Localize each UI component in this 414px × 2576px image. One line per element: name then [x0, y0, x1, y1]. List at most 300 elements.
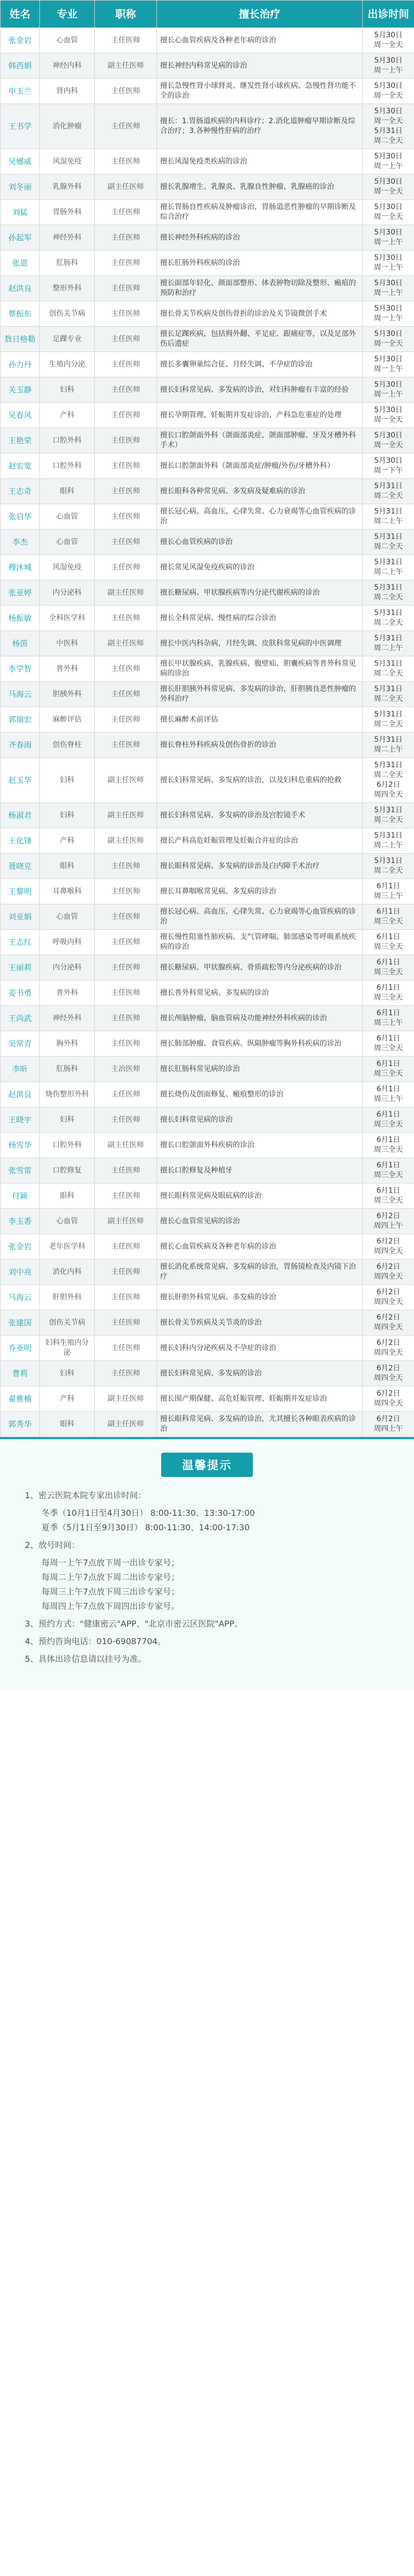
tip-hours: 1、密云医院本院专家出诊时间：	[25, 1490, 147, 1500]
department: 口腔修复	[40, 1158, 95, 1183]
department: 内分泌科	[40, 580, 95, 606]
table-row	[1, 1310, 414, 1336]
specialty: 擅长糖尿病、甲状腺疾病等内分泌代谢疾病的诊治	[157, 580, 363, 606]
clinic-time: 6月1日 周三全天	[363, 1031, 414, 1057]
clinic-time: 5月31日 周二上午	[363, 733, 414, 758]
doctor-name: 翟雅楠	[1, 1386, 40, 1412]
specialty: 擅长肝胆胰外科常见病、多发病的诊治，肝胆胰良恶性肿瘤的外科治疗	[157, 682, 363, 707]
doctor-name: 齐春雨	[1, 733, 40, 758]
doctor-title: 主任医师	[95, 352, 157, 377]
table-row	[1, 879, 414, 904]
specialty: 擅长足踝疾病，包括拇外翻、平足症、跟痛症等，以及足部外伤后遗症	[157, 327, 363, 352]
doctor-title: 主任医师	[95, 479, 157, 504]
clinic-time: 6月1日 周三全天	[363, 1107, 414, 1133]
doctor-name: 刘亚娟	[1, 904, 40, 930]
doctor-name: 王黎明	[1, 879, 40, 904]
clinic-time: 5月31日 周二全天	[363, 707, 414, 733]
doctor-title: 主任医师	[95, 327, 157, 352]
doctor-name: 赵玉华	[1, 758, 40, 803]
doctor-title: 主任医师	[95, 904, 157, 930]
department: 风湿免疫	[40, 555, 95, 580]
doctor-name: 王艳荣	[1, 428, 40, 453]
table-row	[1, 1107, 414, 1133]
doctor-name: 张恩	[1, 251, 40, 276]
specialty: 擅长眼科常见病、多发病的诊治及白内障手术治疗	[157, 854, 363, 879]
specialty: 擅长妇科常见病的诊治	[157, 1107, 363, 1133]
doctor-name: 乔亚明	[1, 1336, 40, 1361]
tip-mon: 每周一上午7点放下周一出诊专家号；	[41, 1558, 180, 1568]
table-row	[1, 930, 414, 955]
department: 乳腺外科	[40, 174, 95, 200]
clinic-time: 5月30日 周一上午	[363, 276, 414, 301]
department: 心血管	[40, 1209, 95, 1234]
specialty: 擅长产科高危妊娠管理及妊娠合并症的诊治	[157, 828, 363, 854]
doctor-name: 李学智	[1, 656, 40, 682]
specialty: 擅长心血管疾病的诊治	[157, 530, 363, 555]
doctor-title: 主任医师	[95, 377, 157, 403]
table-row	[1, 828, 414, 854]
doctor-name: 杨淑君	[1, 803, 40, 828]
doctor-title: 副主任医师	[95, 580, 157, 606]
doctor-name: 李杰	[1, 530, 40, 555]
specialty: 擅长妇科常见病、多发病的诊治，对妇科肿瘤有丰富的经验	[157, 377, 363, 403]
specialty: 擅长骨关节疾病及关节炎的诊治	[157, 1310, 363, 1336]
tip-booking: 3、预约方式："健康密云"APP、"北京市密云区医院"APP。	[25, 1619, 243, 1629]
department: 妇科	[40, 803, 95, 828]
department: 心血管	[40, 904, 95, 930]
specialty: 擅长围产期保健、高危妊娠管理、妊娠期并发症诊治	[157, 1386, 363, 1412]
table-row	[1, 352, 414, 377]
doctor-name: 张建国	[1, 1310, 40, 1336]
doctor-title: 主任医师	[95, 1234, 157, 1260]
department: 口腔外科	[40, 1133, 95, 1158]
doctor-name: 张亚婷	[1, 580, 40, 606]
table-row	[1, 955, 414, 980]
specialty: 擅长胃肠良性疾病及肿瘤诊治，胃肠道恶性肿瘤的早期诊断及综合治疗	[157, 200, 363, 225]
table-row	[1, 580, 414, 606]
department: 全科医学科	[40, 606, 95, 631]
header-time: 出诊时间	[363, 1, 414, 28]
specialty: 擅长脊柱外科疾病及创伤骨折的诊治	[157, 733, 363, 758]
doctor-name: 付颖	[1, 1183, 40, 1209]
doctor-name: 王尚武	[1, 1006, 40, 1031]
department: 眼科	[40, 479, 95, 504]
doctor-name: 王书学	[1, 104, 40, 149]
specialty: 擅长妇科常见病、多发病的诊治	[157, 1361, 363, 1386]
tip-note: 5、具体出诊信息请以挂号为准。	[25, 1654, 147, 1664]
doctor-name: 郭瑞宏	[1, 707, 40, 733]
doctor-title: 主任医师	[95, 656, 157, 682]
doctor-title: 主任医师	[95, 1183, 157, 1209]
doctor-title: 副主任医师	[95, 828, 157, 854]
doctor-title: 主任医师	[95, 606, 157, 631]
doctor-title: 主任医师	[95, 879, 157, 904]
tip-phone: 4、预约咨询电话：010-69087704。	[25, 1636, 166, 1646]
tip-tue: 每周二上午7点放下周二出诊专家号；	[41, 1572, 180, 1582]
header-department: 专业	[40, 1, 95, 28]
clinic-time: 5月31日 周二全天	[363, 606, 414, 631]
clinic-time: 5月31日 周二全天 6月2日 周四全天	[363, 758, 414, 803]
department: 创伤关节病	[40, 301, 95, 327]
tip-wed: 每周三上午7点放下周三出诊专家号；	[41, 1587, 180, 1597]
tip-release: 2、放号时间：	[25, 1540, 80, 1550]
doctor-name: 李昕	[1, 1057, 40, 1082]
doctor-name: 王志奇	[1, 479, 40, 504]
specialty: 擅长：1.胃肠道疾病的内科诊疗；2.消化道肿瘤早期诊断及综合治疗；3.各种慢性肝病的治疗	[157, 104, 363, 149]
clinic-time: 5月30日 周一全天	[363, 428, 414, 453]
department: 消化内科	[40, 1260, 95, 1285]
department: 肛肠科	[40, 1057, 95, 1082]
specialty: 擅长心血管疾病及各种老年病的诊治	[157, 28, 363, 53]
doctor-name: 孙力丹	[1, 352, 40, 377]
clinic-time: 6月1日 周三全天	[363, 980, 414, 1006]
specialty: 擅长冠心病、高血压、心律失常、心力衰竭等心血管疾病的诊治	[157, 904, 363, 930]
doctor-title: 副主任医师	[95, 803, 157, 828]
department: 心血管	[40, 530, 95, 555]
specialty: 擅长多囊卵巢综合征、月经失调、不孕症的诊治	[157, 352, 363, 377]
specialty: 擅长口腔颌面外科疾病的诊治	[157, 1133, 363, 1158]
doctor-title: 主任医师	[95, 251, 157, 276]
table-row	[1, 200, 414, 225]
clinic-time: 5月30日 周一全天	[363, 28, 414, 53]
specialty: 擅长骨关节疾病及创伤骨折的诊治及关节镜微创手术	[157, 301, 363, 327]
doctor-name: 张金岩	[1, 1234, 40, 1260]
table-row	[1, 377, 414, 403]
specialty: 擅长糖尿病、甲状腺疾病、骨质疏松等内分泌疾病的诊治	[157, 955, 363, 980]
specialty: 擅长耳鼻咽喉常见病、多发病的诊治	[157, 879, 363, 904]
doctor-title: 主任医师	[95, 1285, 157, 1310]
doctor-name: 敖日格勒	[1, 327, 40, 352]
doctor-title: 主任医师	[95, 1031, 157, 1057]
table-row	[1, 301, 414, 327]
specialty: 擅长眼科各种常见病、多发病及疑难病的诊治	[157, 479, 363, 504]
clinic-time: 6月2日 周四上午	[363, 1412, 414, 1437]
clinic-time: 6月2日 周四全天	[363, 1234, 414, 1260]
doctor-name: 曹莉	[1, 1361, 40, 1386]
doctor-title: 主任医师	[95, 1006, 157, 1031]
doctor-title: 副主任医师	[95, 1386, 157, 1412]
doctor-title: 主任医师	[95, 504, 157, 530]
table-row	[1, 1209, 414, 1234]
specialty: 擅长面部年轻化、颜面部整形、体表肿物切除及整形、瘢痕的预防和治疗	[157, 276, 363, 301]
doctor-title: 主任医师	[95, 403, 157, 428]
table-row	[1, 758, 414, 803]
clinic-time: 5月30日 周一全天 5月31日 周二全天	[363, 104, 414, 149]
header-name: 姓名	[1, 1, 40, 28]
doctor-title: 主任医师	[95, 980, 157, 1006]
table-row	[1, 53, 414, 79]
department: 老年医学科	[40, 1234, 95, 1260]
doctor-name: 王志红	[1, 930, 40, 955]
doctor-title: 主任医师	[95, 1310, 157, 1336]
specialty: 擅长普外科常见病、多发病的诊治	[157, 980, 363, 1006]
specialty: 擅长口腔颌面外科（颌面部炎症/肿瘤/外伤/牙槽外科）	[157, 453, 363, 479]
specialty: 擅长乳腺增生、乳腺炎、乳腺良性肿瘤、乳腺癌的诊治	[157, 174, 363, 200]
specialty: 擅长冠心病、高血压、心律失常、心力衰竭等心血管疾病的诊治	[157, 504, 363, 530]
department: 风湿免疫	[40, 149, 95, 174]
clinic-time: 6月2日 周四全天	[363, 1386, 414, 1412]
doctor-name: 吴春风	[1, 403, 40, 428]
specialty: 擅长甲状腺疾病、乳腺疾病、腹壁疝、胆囊疾病等普外科常见病的诊治	[157, 656, 363, 682]
table-row	[1, 656, 414, 682]
doctor-title: 主任医师	[95, 149, 157, 174]
clinic-time: 6月2日 周四全天	[363, 1260, 414, 1285]
doctor-name: 刘冬丽	[1, 174, 40, 200]
doctor-name: 申玉兰	[1, 79, 40, 104]
doctor-title: 主任医师	[95, 930, 157, 955]
doctor-title: 副主任医师	[95, 53, 157, 79]
department: 普外科	[40, 656, 95, 682]
department: 肝胆外科	[40, 1285, 95, 1310]
clinic-time: 5月30日 周一上午	[363, 352, 414, 377]
clinic-time: 5月31日 周二全天	[363, 479, 414, 504]
department: 眼科	[40, 854, 95, 879]
doctor-title: 主任医师	[95, 1082, 157, 1107]
doctor-name: 李玉香	[1, 1209, 40, 1234]
table-row	[1, 453, 414, 479]
table-row	[1, 28, 414, 53]
department: 妇科	[40, 758, 95, 803]
clinic-time: 5月30日 周一上午	[363, 301, 414, 327]
doctor-name: 张金岩	[1, 28, 40, 53]
table-row	[1, 733, 414, 758]
clinic-time: 6月1日 周三上午	[363, 1082, 414, 1107]
table-row	[1, 1386, 414, 1412]
table-row	[1, 854, 414, 879]
department: 妇科	[40, 1361, 95, 1386]
specialty: 擅长肝胆外科常见病、多发病的诊治	[157, 1285, 363, 1310]
department: 创伤脊柱	[40, 733, 95, 758]
table-row	[1, 428, 414, 453]
department: 呼吸内科	[40, 930, 95, 955]
clinic-time: 5月31日 周二全天	[363, 656, 414, 682]
table-row	[1, 631, 414, 656]
table-row	[1, 904, 414, 930]
doctor-name: 吴娜威	[1, 149, 40, 174]
header-specialty: 擅长治疗	[157, 1, 363, 28]
clinic-time: 5月30日 周一全天	[363, 174, 414, 200]
department: 耳鼻喉科	[40, 879, 95, 904]
table-row	[1, 1361, 414, 1386]
department: 神经内科	[40, 53, 95, 79]
department: 眼科	[40, 1183, 95, 1209]
specialty: 擅长口腔修复及种植牙	[157, 1158, 363, 1183]
department: 神经外科	[40, 225, 95, 251]
department: 中医科	[40, 631, 95, 656]
table-row	[1, 1158, 414, 1183]
table-row	[1, 79, 414, 104]
specialty: 擅长消化系统常见病、多发病的诊治，胃肠镜检查及内镜下治疗	[157, 1260, 363, 1285]
department: 妇科	[40, 377, 95, 403]
doctor-name: 郭秀华	[1, 1412, 40, 1437]
doctor-title: 主任医师	[95, 707, 157, 733]
table-row	[1, 707, 414, 733]
specialty: 擅长妇科常见病、多发病的诊治及宫腔镜手术	[157, 803, 363, 828]
doctor-name: 赵宏宽	[1, 453, 40, 479]
doctor-name: 王晓宇	[1, 1107, 40, 1133]
specialty: 擅长急慢性肾小球肾炎、继发性肾小球疾病、急慢性肾功能不全的诊治	[157, 79, 363, 104]
clinic-time: 6月2日 周四全天	[363, 1310, 414, 1336]
table-row	[1, 1133, 414, 1158]
department: 产科	[40, 828, 95, 854]
clinic-time: 6月1日 周三上午	[363, 879, 414, 904]
doctor-name: 孙起军	[1, 225, 40, 251]
clinic-time: 5月31日 周二上午	[363, 631, 414, 656]
doctor-name: 蔡振东	[1, 301, 40, 327]
doctor-title: 主任医师	[95, 428, 157, 453]
table-row	[1, 1057, 414, 1082]
clinic-time: 5月31日 周二全天	[363, 682, 414, 707]
doctor-name: 王化锋	[1, 828, 40, 854]
table-row	[1, 1183, 414, 1209]
table-row	[1, 1234, 414, 1260]
specialty: 擅长烧伤及创面修复、瘢痕整形的诊治	[157, 1082, 363, 1107]
specialty: 擅长慢性阻塞性肺疾病、支气管哮喘、肺部感染等呼吸系统疾病的诊治	[157, 930, 363, 955]
department: 产科	[40, 1386, 95, 1412]
doctor-title: 副主任医师	[95, 758, 157, 803]
doctor-name: 刘中亮	[1, 1260, 40, 1285]
clinic-time: 5月31日 周二上午	[363, 555, 414, 580]
specialty: 擅长常见风湿免疫疾病的诊治	[157, 555, 363, 580]
clinic-time: 6月1日 周三全天	[363, 930, 414, 955]
table-row	[1, 1006, 414, 1031]
doctor-title: 主任医师	[95, 276, 157, 301]
doctor-name: 吴常青	[1, 1031, 40, 1057]
table-row	[1, 803, 414, 828]
doctor-title: 主任医师	[95, 1361, 157, 1386]
doctor-title: 主任医师	[95, 555, 157, 580]
doctor-name: 张启华	[1, 504, 40, 530]
clinic-time: 5月31日 周二全天	[363, 580, 414, 606]
clinic-time: 6月1日 周三全天	[363, 1158, 414, 1183]
department: 生殖内分泌	[40, 352, 95, 377]
clinic-time: 5月31日 周二上午	[363, 504, 414, 530]
doctor-name: 杨雪华	[1, 1133, 40, 1158]
department: 妇科生殖内分泌	[40, 1336, 95, 1361]
doctor-name: 杨茵	[1, 631, 40, 656]
doctor-title: 副主任医师	[95, 631, 157, 656]
doctor-title: 副主任医师	[95, 1209, 157, 1234]
department: 消化肿瘤	[40, 104, 95, 149]
doctor-name: 聂晓克	[1, 854, 40, 879]
doctor-name: 关玉静	[1, 377, 40, 403]
clinic-time: 5月30日 周一上午	[363, 377, 414, 403]
table-row	[1, 225, 414, 251]
clinic-time: 5月30日 周一全天	[363, 327, 414, 352]
clinic-time: 5月31日 周二上午	[363, 828, 414, 854]
doctor-name: 韩西娟	[1, 53, 40, 79]
clinic-time: 6月1日 周三全天	[363, 1133, 414, 1158]
table-header-row	[1, 1, 414, 28]
doctor-title: 副主任医师	[95, 1412, 157, 1437]
table-row	[1, 606, 414, 631]
clinic-time: 5月30日 周一上午	[363, 53, 414, 79]
doctor-name: 杨振敏	[1, 606, 40, 631]
doctor-title: 主任医师	[95, 955, 157, 980]
clinic-time: 6月1日 周三上午	[363, 1006, 414, 1031]
clinic-time: 6月2日 周四上午	[363, 1209, 414, 1234]
doctor-title: 主任医师	[95, 453, 157, 479]
doctor-name: 马海云	[1, 1285, 40, 1310]
specialty: 擅长颅脑肿瘤、脑血管病及功能神经外科疾病的诊治	[157, 1006, 363, 1031]
specialty: 擅长孕期管理、妊娠期并发症诊治、产科急危重症的处理	[157, 403, 363, 428]
table-row	[1, 276, 414, 301]
clinic-time: 5月31日 周二全天	[363, 803, 414, 828]
doctor-name: 王丽莉	[1, 955, 40, 980]
doctor-title: 主任医师	[95, 301, 157, 327]
table-row	[1, 104, 414, 149]
specialty: 擅长眼科常见病、多发病的诊治，尤其擅长各种眼表疾病的诊治	[157, 1412, 363, 1437]
department: 创伤关节病	[40, 1310, 95, 1336]
table-row	[1, 251, 414, 276]
table-body	[1, 28, 414, 1437]
tips-section	[0, 1437, 414, 1690]
doctor-title: 主治医师	[95, 1057, 157, 1082]
specialty: 擅长中医内科杂病，月经失调、皮肤科常见病的中医调理	[157, 631, 363, 656]
specialty: 擅长神经内科常见病的诊治	[157, 53, 363, 79]
table-row	[1, 174, 414, 200]
doctor-name: 马海云	[1, 682, 40, 707]
department: 妇科	[40, 1107, 95, 1133]
doctor-title: 主任医师	[95, 1260, 157, 1285]
specialty: 擅长眼科常见病及眼底病的诊治	[157, 1183, 363, 1209]
specialty: 擅长口腔颌面外科（颌面部炎症、颌面部肿瘤、牙及牙槽外科手术）	[157, 428, 363, 453]
table-row	[1, 1336, 414, 1361]
table-row	[1, 555, 414, 580]
table-row	[1, 1260, 414, 1285]
department: 心血管	[40, 28, 95, 53]
department: 心血管	[40, 504, 95, 530]
header-title: 职称	[95, 1, 157, 28]
department: 麻醉评估	[40, 707, 95, 733]
doctor-title: 主任医师	[95, 200, 157, 225]
table-row	[1, 327, 414, 352]
specialty: 擅长肛肠外科疾病的诊治	[157, 251, 363, 276]
department: 胃肠外科	[40, 200, 95, 225]
tip-thu: 每周四上午7点放下周四出诊专家号。	[41, 1601, 180, 1611]
department: 烧伤整形外科	[40, 1082, 95, 1107]
doctor-name: 赵洪良	[1, 1082, 40, 1107]
doctor-name: 穆沐城	[1, 555, 40, 580]
clinic-time: 5月30日 周一全天	[363, 79, 414, 104]
clinic-time: 5月30日 周一上午	[363, 149, 414, 174]
department: 整形外科	[40, 276, 95, 301]
department: 产科	[40, 403, 95, 428]
table-row	[1, 149, 414, 174]
department: 胆胰外科	[40, 682, 95, 707]
doctor-title: 主任医师	[95, 530, 157, 555]
department: 神经外科	[40, 1006, 95, 1031]
doctor-title: 主任医师	[95, 1158, 157, 1183]
clinic-time: 5月30日 周一上午	[363, 251, 414, 276]
department: 眼科	[40, 1412, 95, 1437]
specialty: 擅长妇科内分泌疾病及不孕症的诊治	[157, 1336, 363, 1361]
doctor-title: 主任医师	[95, 1336, 157, 1361]
doctor-name: 张雪雷	[1, 1158, 40, 1183]
tip-winter: 冬季（10月1日至4月30日） 8:00-11:30、13:30-17:00	[41, 1508, 255, 1518]
department: 胸外科	[40, 1031, 95, 1057]
doctor-name: 刘猛	[1, 200, 40, 225]
doctor-title: 主任医师	[95, 854, 157, 879]
table-row	[1, 1082, 414, 1107]
table-row	[1, 1285, 414, 1310]
clinic-time: 5月30日 周一全天	[363, 200, 414, 225]
tip-summer: 夏季（5月1日至9月30日） 8:00-11:30、14:00-17:30	[41, 1523, 250, 1532]
doctor-title: 主任医师	[95, 79, 157, 104]
table-row	[1, 682, 414, 707]
specialty: 擅长肺部肿瘤、食管疾病、纵隔肿瘤等胸外科疾病的诊治	[157, 1031, 363, 1057]
department: 肛肠科	[40, 251, 95, 276]
